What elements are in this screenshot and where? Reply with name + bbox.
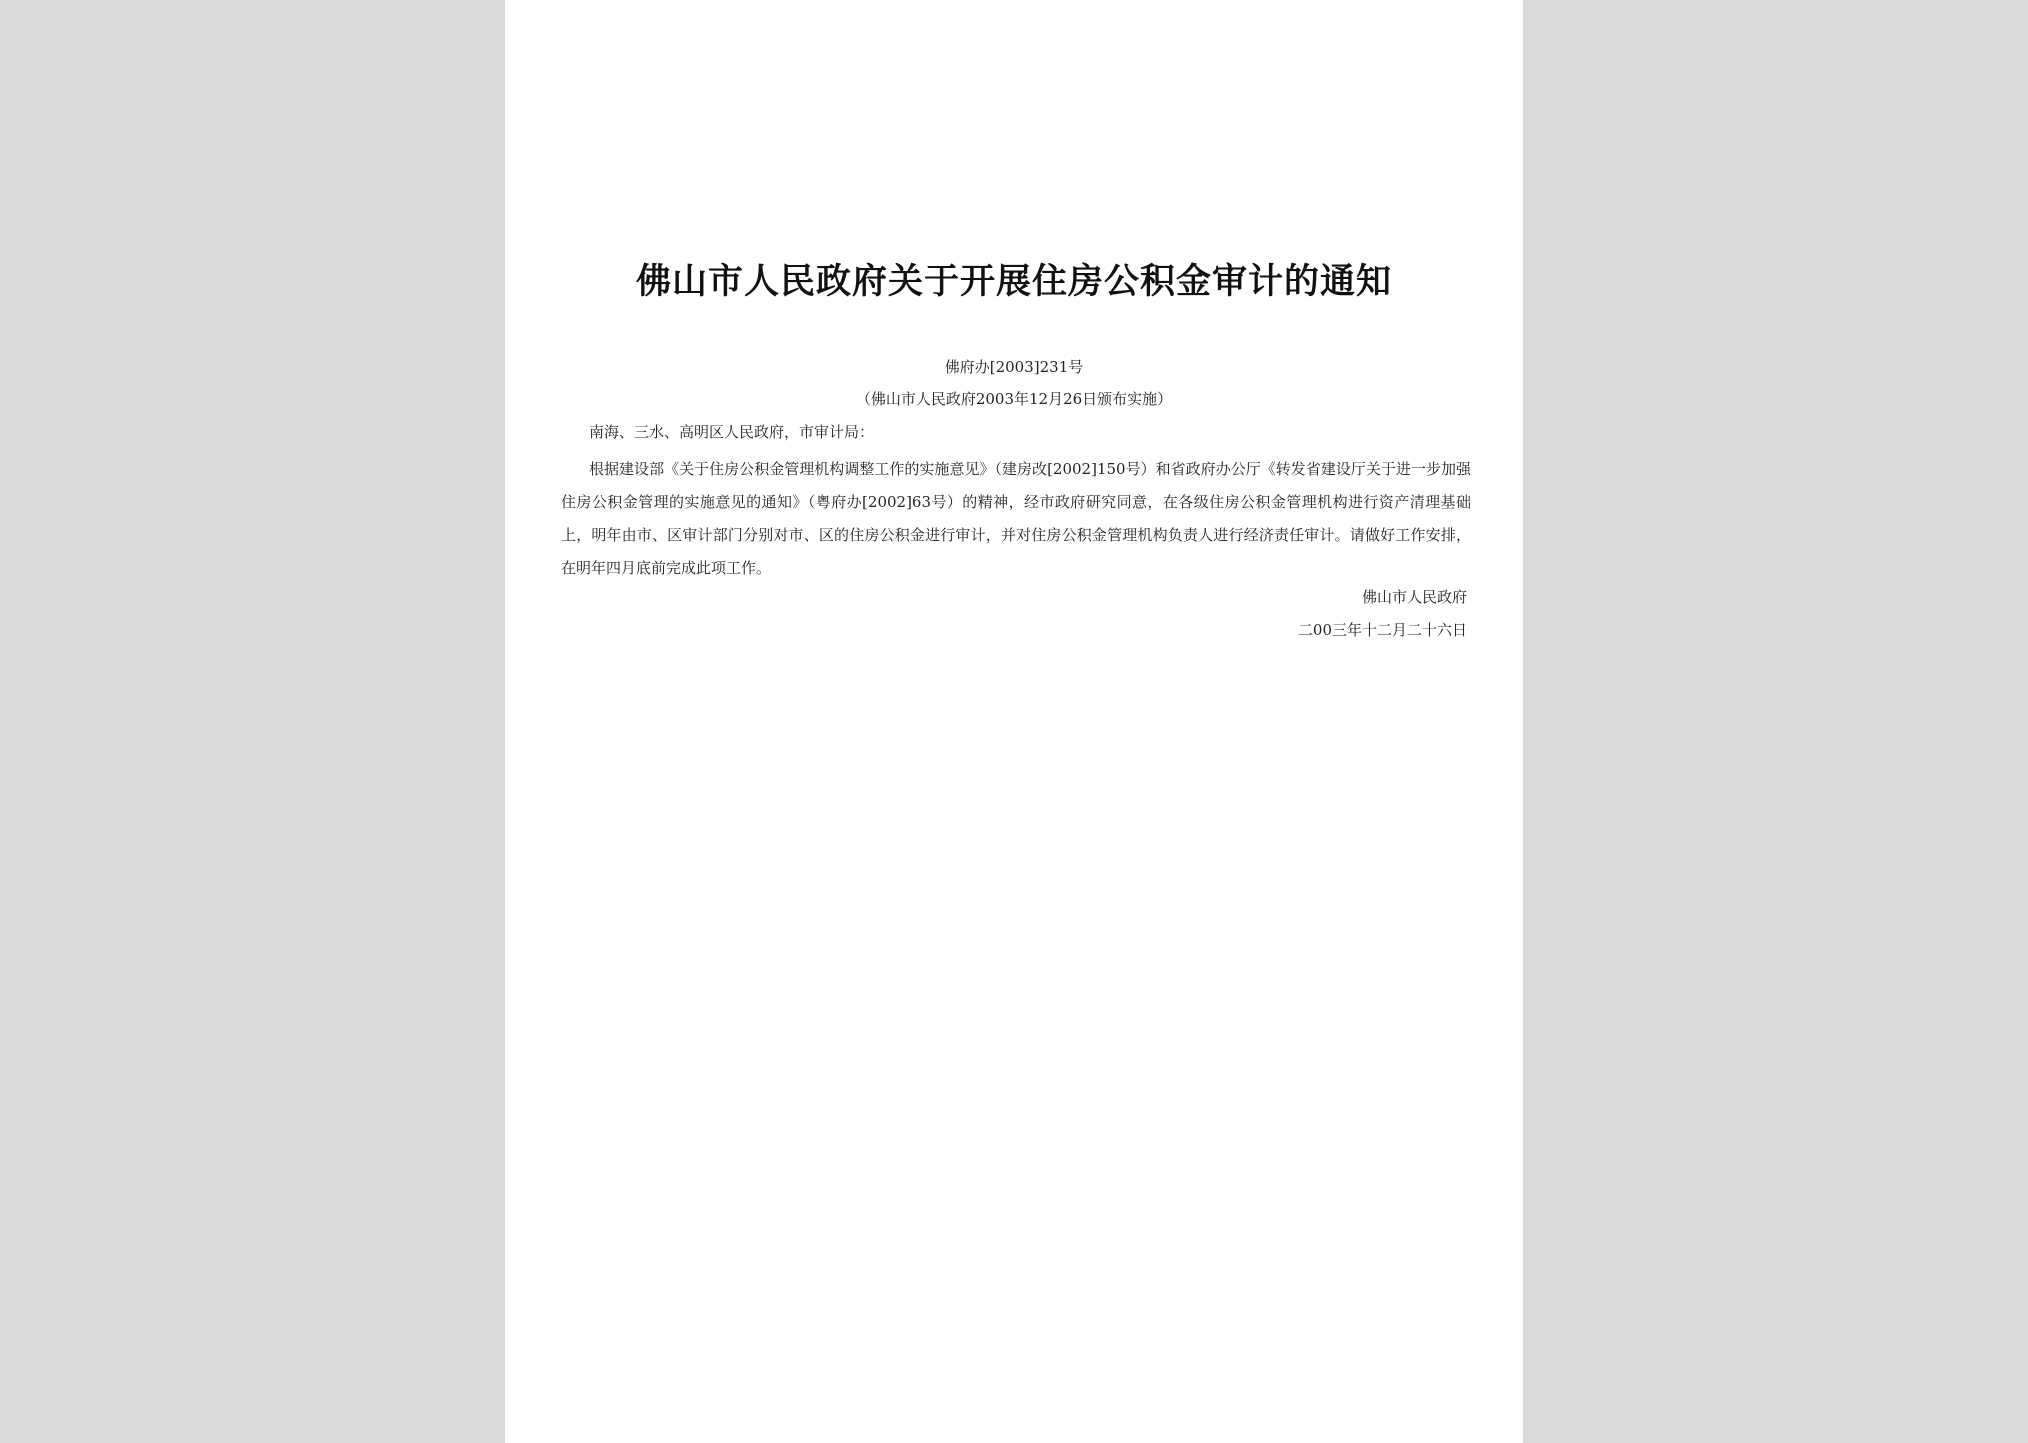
document-number: 佛府办[2003]231号 bbox=[944, 358, 1084, 376]
sign-date: 二00三年十二月二十六日 bbox=[1297, 621, 1467, 639]
signer: 佛山市人民政府 bbox=[1361, 588, 1467, 606]
issued-note: （佛山市人民政府2003年12月26日颁布实施） bbox=[855, 390, 1173, 408]
document-page bbox=[505, 0, 1523, 1443]
addressee: 南海、三水、高明区人民政府，市审计局： bbox=[589, 423, 875, 441]
body-paragraph: 根据建设部《关于住房公积金管理机构调整工作的实施意见》（建房改[2002]150号）和省政府办公厅《转发省建设厅关于进一步加强住房公积金管理的实施意见的通知》（粤府办[2002]63号）的精神，经市政府研究同意，在各级住房公积金管理机构进行资产清理基础上，明年由市、区审计部门分别对市、区的住房公积金进行审计，并对住房公积金管理机构负责人进行经济责任审计。请做好工作安排，在明年四月底前完成此项工作。 bbox=[561, 460, 1471, 577]
document-title: 佛山市人民政府关于开展住房公积金审计的通知 bbox=[635, 262, 1392, 302]
